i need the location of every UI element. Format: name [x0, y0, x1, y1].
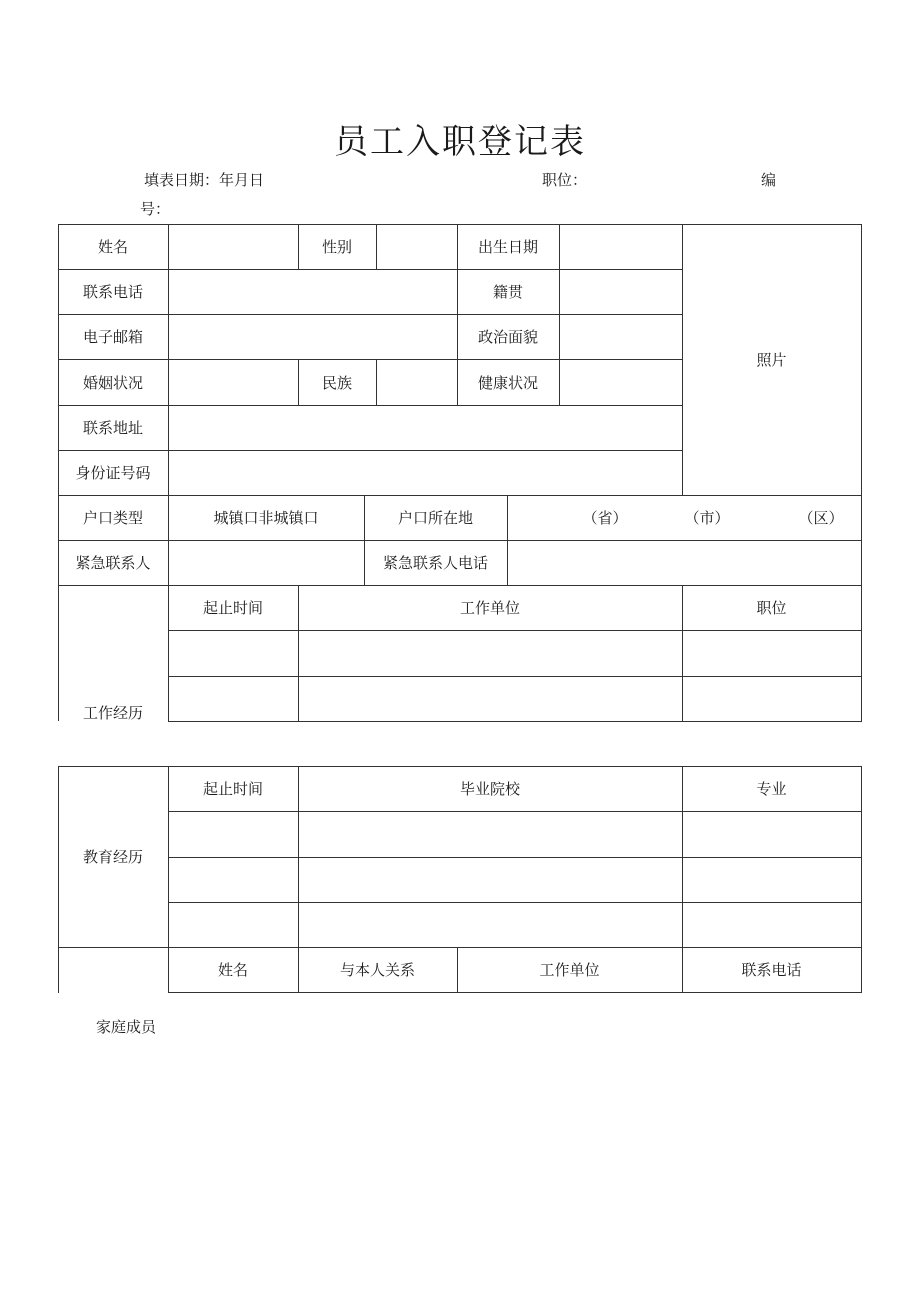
family-header-employer: 工作单位	[539, 961, 600, 979]
work-row-2-employer[interactable]	[298, 676, 682, 721]
gender-label: 性别	[321, 238, 352, 256]
work-history-label: 工作经历	[82, 703, 143, 722]
political-status-field[interactable]	[559, 314, 682, 359]
edu-row-3-major[interactable]	[682, 902, 861, 947]
work-row-2-period[interactable]	[168, 676, 298, 721]
name-field[interactable]	[168, 224, 298, 269]
health-label: 健康状况	[477, 373, 538, 392]
edu-header-major: 专业	[756, 780, 787, 798]
hukou-location-label: 户口所在地	[397, 509, 473, 527]
address-field[interactable]	[168, 405, 682, 450]
id-number-label: 身份证号码	[75, 464, 151, 482]
edu-row-1-school[interactable]	[298, 811, 682, 857]
edu-row-3-period[interactable]	[168, 902, 298, 947]
hukou-type-options[interactable]: 城镇口非城镇口	[213, 509, 319, 527]
edu-header-period: 起止时间	[202, 780, 263, 798]
number-label-part1: 编	[761, 171, 777, 189]
ethnicity-field[interactable]	[376, 359, 457, 405]
native-place-field[interactable]	[559, 269, 682, 314]
work-row-1-period[interactable]	[168, 630, 298, 676]
fill-date-label: 填表日期：年月日	[144, 171, 265, 189]
family-members-label: 家庭成员	[96, 1018, 157, 1036]
address-label: 联系地址	[82, 419, 143, 437]
page-title: 员工入职登记表	[334, 122, 586, 162]
phone-field[interactable]	[168, 269, 457, 314]
native-place-label: 籍贯	[492, 283, 523, 301]
work-header-position: 职位	[756, 599, 787, 617]
marital-status-field[interactable]	[168, 359, 298, 405]
edu-row-2-school[interactable]	[298, 857, 682, 902]
work-row-1-employer[interactable]	[298, 630, 682, 676]
work-row-2-position[interactable]	[682, 676, 861, 721]
emergency-contact-field[interactable]	[168, 540, 364, 585]
hukou-type-label: 户口类型	[82, 509, 143, 527]
ethnicity-label: 民族	[321, 373, 352, 392]
family-header-relation: 与本人关系	[339, 961, 415, 979]
email-field[interactable]	[168, 314, 457, 359]
gender-field[interactable]	[376, 224, 457, 269]
name-label: 姓名	[97, 238, 128, 256]
email-label: 电子邮箱	[82, 328, 143, 346]
education-label: 教育经历	[82, 848, 143, 866]
edu-row-1-period[interactable]	[168, 811, 298, 857]
birth-date-field[interactable]	[559, 224, 682, 269]
emergency-contact-label: 紧急联系人	[75, 554, 151, 572]
emergency-phone-field[interactable]	[507, 540, 861, 585]
edu-row-1-major[interactable]	[682, 811, 861, 857]
id-number-field[interactable]	[168, 450, 682, 495]
edu-row-2-major[interactable]	[682, 857, 861, 902]
work-header-period: 起止时间	[202, 599, 263, 617]
health-field[interactable]	[559, 359, 682, 405]
phone-label: 联系电话	[82, 283, 143, 301]
province-field[interactable]: （省）	[582, 509, 628, 527]
marital-status-label: 婚姻状况	[82, 373, 143, 392]
edu-row-3-school[interactable]	[298, 902, 682, 947]
edu-header-school: 毕业院校	[459, 780, 520, 798]
position-label: 职位：	[542, 171, 588, 189]
district-field[interactable]: （区）	[798, 509, 844, 527]
birth-date-label: 出生日期	[477, 238, 538, 256]
work-header-employer: 工作单位	[459, 599, 520, 617]
family-header-name: 姓名	[217, 961, 248, 979]
work-row-1-position[interactable]	[682, 630, 861, 676]
city-field[interactable]: （市）	[684, 509, 730, 527]
emergency-phone-label: 紧急联系人电话	[382, 554, 488, 572]
edu-row-2-period[interactable]	[168, 857, 298, 902]
photo-box[interactable]: 照片	[756, 351, 787, 369]
political-status-label: 政治面貌	[477, 328, 538, 346]
number-label-part2: 号：	[140, 200, 171, 218]
family-header-phone: 联系电话	[741, 961, 802, 979]
